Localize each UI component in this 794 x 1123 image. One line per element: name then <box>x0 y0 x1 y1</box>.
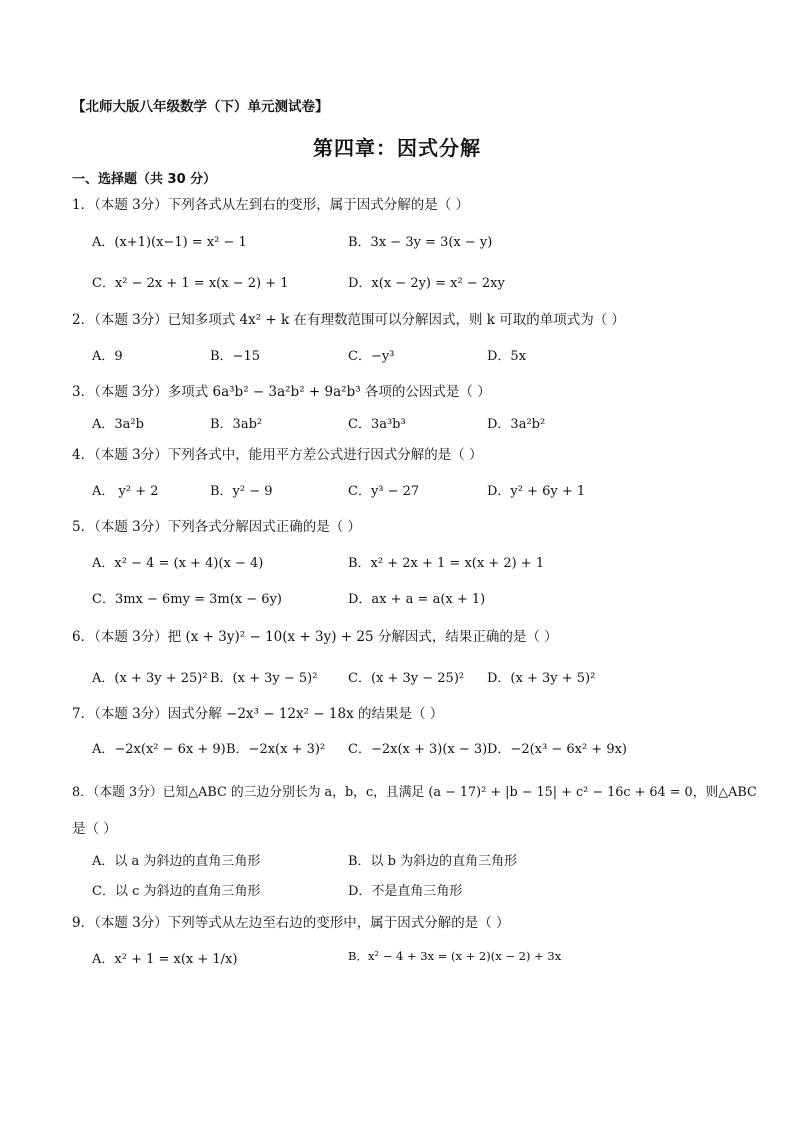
question-7-stem: 7．（本题 3分）因式分解 −2x³ − 12x² − 18x 的结果是（ ） <box>72 706 444 722</box>
question-6-option-a: A．(x + 3y + 25)² <box>92 671 208 686</box>
chapter-title: 第四章：因式分解 <box>313 136 481 160</box>
question-3-option-c: C．3a³b³ <box>348 417 406 432</box>
question-2-option-b: B．−15 <box>210 349 260 364</box>
question-6-stem: 6．（本题 3分）把 (x + 3y)² − 10(x + 3y) + 25 分解因式，结果正确的是（ ） <box>72 629 558 645</box>
question-4-option-c: C．y³ − 27 <box>348 484 420 499</box>
question-8-option-b: B．以 b 为斜边的直角三角形 <box>348 854 518 869</box>
question-1-option-c: C．x² − 2x + 1 = x(x − 2) + 1 <box>92 276 289 291</box>
question-3-option-b: B．3ab² <box>210 417 263 432</box>
question-6-option-b: B．(x + 3y − 5)² <box>210 671 318 686</box>
question-2-option-c: C．−y³ <box>348 349 395 364</box>
question-7-option-c: C．−2x(x + 3)(x − 3) <box>348 742 488 757</box>
question-4-option-b: B．y² − 9 <box>210 484 273 499</box>
question-1-stem: 1．（本题 3分）下列各式从左到右的变形，属于因式分解的是（ ） <box>72 197 470 213</box>
question-5-stem: 5．（本题 3分）下列各式分解因式正确的是（ ） <box>72 519 362 535</box>
question-2-stem: 2．（本题 3分）已知多项式 4x² + k 在有理数范围可以分解因式，则 k 可取的单项式为（ ） <box>72 312 626 328</box>
section-heading: 一、选择题（共 30 分） <box>72 172 217 187</box>
question-8-stem: 8．（本题 3分）已知△ABC 的三边分别长为 a，b，c，且满足 (a − 17)² + |b − 15| + c² − 16c + 64 = 0，则△ABC <box>72 785 757 800</box>
question-5-option-a: A．x² − 4 = (x + 4)(x − 4) <box>92 556 264 571</box>
question-8-option-a: A．以 a 为斜边的直角三角形 <box>92 854 261 869</box>
question-5-option-c: C．3mx − 6my = 3m(x − 6y) <box>92 592 282 607</box>
exam-header: 【北师大版八年级数学（下）单元测试卷】 <box>72 99 329 115</box>
question-3-option-d: D．3a²b² <box>487 417 546 432</box>
question-9-option-a: A．x² + 1 = x(x + 1/x) <box>92 952 238 967</box>
question-5-option-b: B．x² + 2x + 1 = x(x + 2) + 1 <box>348 556 545 571</box>
question-5-option-d: D．ax + a = a(x + 1) <box>348 592 486 607</box>
question-6-option-d: D．(x + 3y + 5)² <box>487 671 596 686</box>
question-7-option-d: D．−2(x³ − 6x² + 9x) <box>487 742 628 757</box>
question-1-option-d: D．x(x − 2y) = x² − 2xy <box>348 276 505 291</box>
question-6-option-c: C．(x + 3y − 25)² <box>348 671 465 686</box>
question-4-option-d: D．y² + 6y + 1 <box>487 484 586 499</box>
question-9-stem: 9．（本题 3分）下列等式从左边至右边的变形中，属于因式分解的是（ ） <box>72 915 510 931</box>
question-9-option-b: B．x² − 4 + 3x = (x + 2)(x − 2) + 3x <box>348 949 562 963</box>
question-1-option-a: A．(x+1)(x−1) = x² − 1 <box>92 235 247 250</box>
question-7-option-a: A．−2x(x² − 6x + 9) <box>92 742 226 757</box>
question-8-stem-continued: 是（ ） <box>72 821 117 837</box>
question-3-option-a: A．3a²b <box>92 417 144 432</box>
question-2-option-d: D．5x <box>487 349 527 364</box>
question-3-stem: 3．（本题 3分）多项式 6a³b² − 3a²b² + 9a²b³ 各项的公因式是（ ） <box>72 384 491 400</box>
question-4-stem: 4．（本题 3分）下列各式中，能用平方差公式进行因式分解的是（ ） <box>72 447 483 463</box>
question-8-option-c: C．以 c 为斜边的直角三角形 <box>92 884 261 899</box>
question-2-option-a: A．9 <box>92 349 123 364</box>
question-7-option-b: B．−2x(x + 3)² <box>226 742 326 757</box>
question-8-option-d: D．不是直角三角形 <box>348 884 463 899</box>
question-1-option-b: B．3x − 3y = 3(x − y) <box>348 235 493 250</box>
question-4-option-a: A． y² + 2 <box>92 484 159 499</box>
